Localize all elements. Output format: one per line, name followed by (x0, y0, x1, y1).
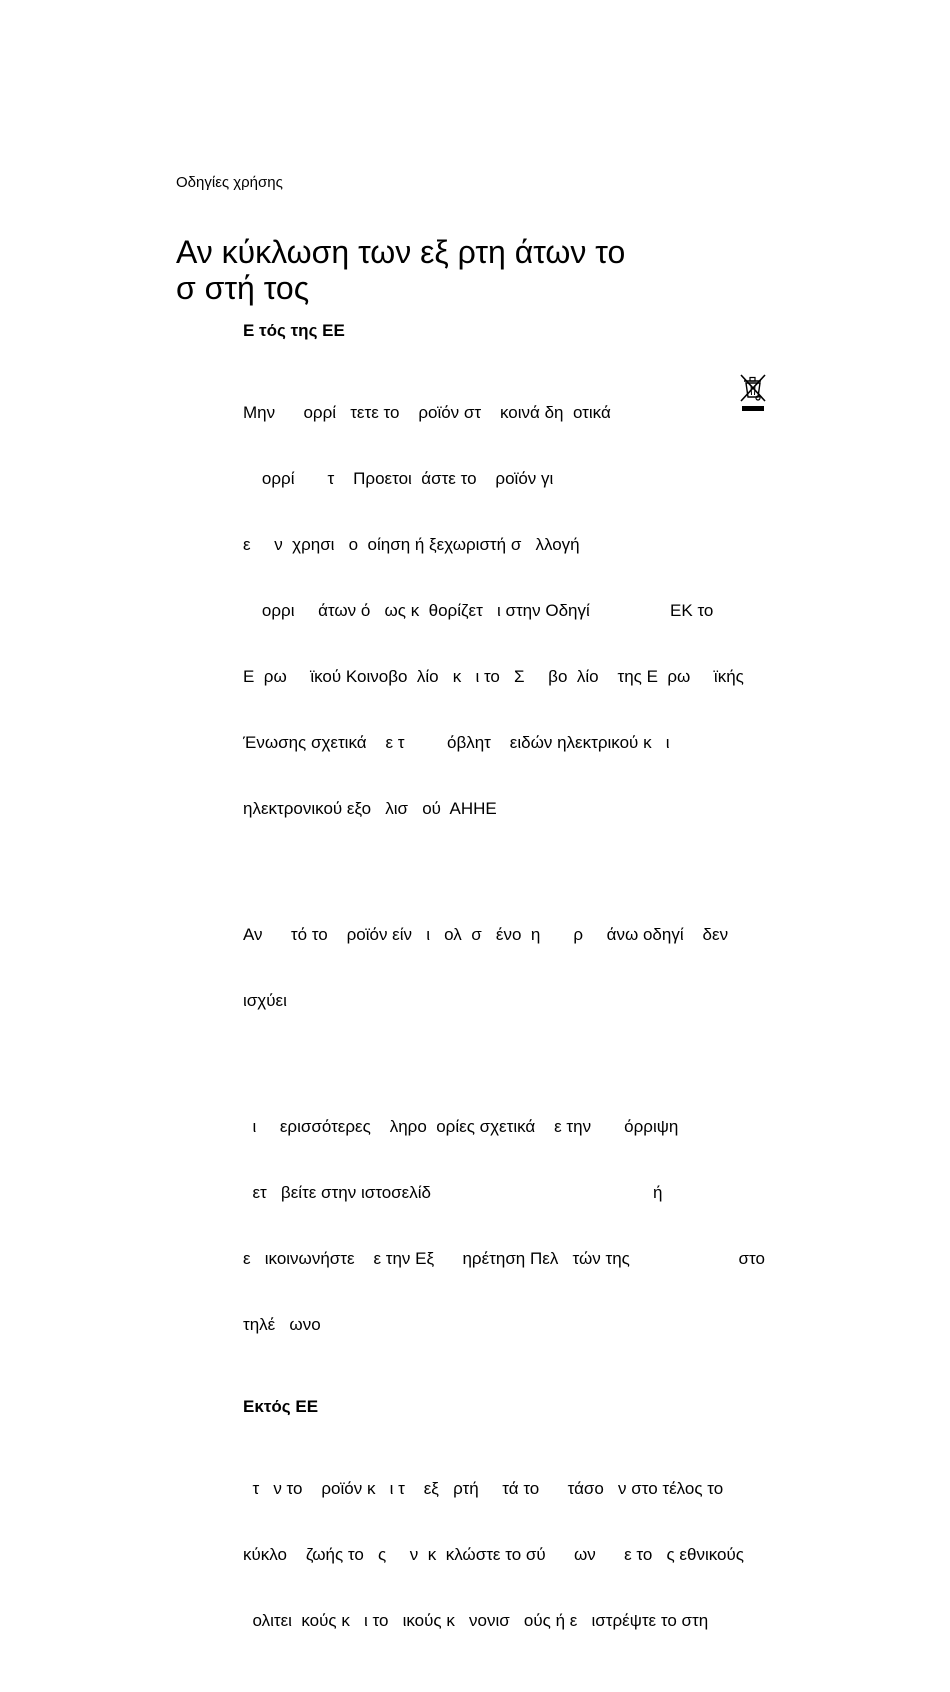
text-line: Μην ορρί τετε το ροϊόν στ κοινά δη οτικά (243, 403, 611, 422)
text-line: κύκλο ζωής το ς ν κ κλώστε το σύ ων ε το ς εθνικούς (243, 1545, 744, 1564)
text-line: ετ βείτε στην ιστοσελίδ ή (243, 1183, 663, 1202)
text-line: ε ικοινωνήστε ε την Εξ ηρέτηση Πελ τών της στο (243, 1249, 765, 1268)
text-line: Αν τό το ροϊόν είν ι ολ σ ένο η ρ άνω οδηγί δεν (243, 925, 729, 944)
eu-paragraph-2 (243, 880, 773, 1056)
non-eu-paragraph-1 (243, 1434, 773, 1676)
text-line: Ε ρω ϊκού Κοινοβο λίο κ ι το Σ βο λίο της Ε ρω ϊκής (243, 667, 744, 686)
text-line: ορρι άτων ό ως κ θορίζετ ι στην Οδηγί ΕΚ το (243, 601, 714, 620)
text-line: Ένωσης σχετικά ε τ όβλητ ειδών ηλεκτρικού κ ι (243, 733, 670, 752)
document-body (243, 320, 773, 1692)
page-title-line: σ στή τος (176, 270, 310, 306)
header-label: Οδηγίες χρήσης (176, 174, 283, 191)
eu-paragraph-3 (243, 1072, 773, 1380)
eu-paragraph-1 (243, 358, 773, 864)
text-line: ορρί τ Προετοι άστε το ροϊόν γι (243, 469, 554, 488)
text-line: ι ερισσότερες ληρο ορίες σχετικά ε την όρριψη (243, 1117, 679, 1136)
page-title-line: Αν κύκλωση των εξ ρτη άτων το (176, 234, 626, 270)
crossed-out-wheeled-bin-icon (739, 373, 767, 413)
text-line: τ ν το ροϊόν κ ι τ εξ ρτή τά το τάσο ν στο τέλος το (243, 1479, 724, 1498)
text-line: τηλέ ωνο (243, 1315, 321, 1334)
eu-section-heading: Ε τός της ΕΕ (243, 321, 345, 340)
text-line: ισχύει (243, 991, 287, 1010)
text-line: ηλεκτρονικού εξο λισ ού ΑΗΗΕ (243, 799, 497, 818)
text-line: ολιτει κούς κ ι το ικούς κ νονισ ούς ή ε ιστρέψτε το στη (243, 1611, 709, 1630)
page-title (176, 234, 625, 306)
non-eu-section-heading: Εκτός ΕΕ (243, 1397, 319, 1416)
text-line: ε ν χρησι ο οίηση ή ξεχωριστή σ λλογή (243, 535, 580, 554)
